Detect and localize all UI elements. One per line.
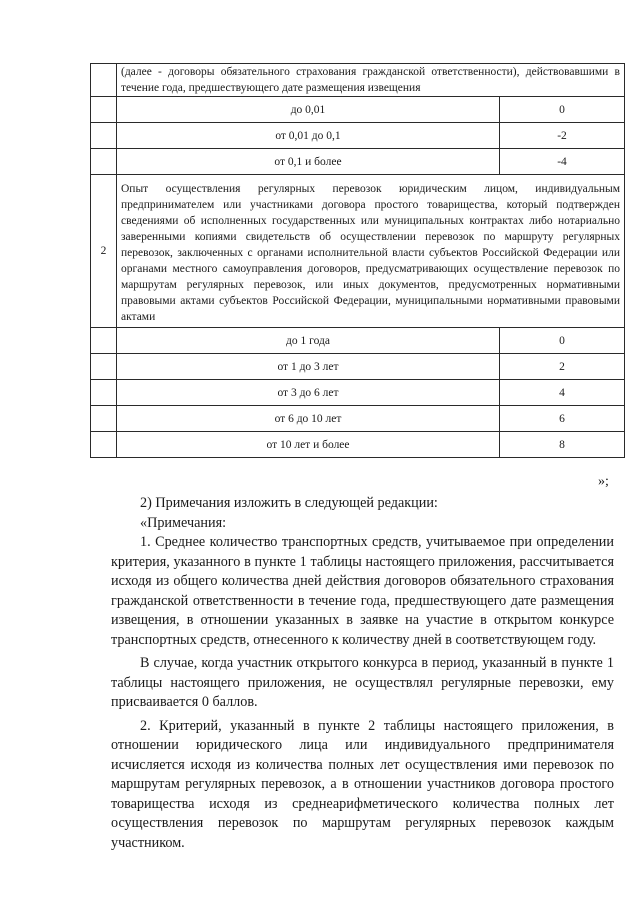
table-row — [91, 149, 625, 175]
score-cell: -2 — [500, 123, 625, 149]
criterion-description: (далее - договоры обязательного страхования гражданской ответственности), действовавшими в течение года, предшествующего дате размещения извещения — [117, 64, 625, 97]
score-cell: 4 — [500, 380, 625, 406]
note-paragraph-1: 1. Среднее количество транспортных средств, учитываемое при определении критерия, указанного в пункте 1 таблицы настоящего приложения, рассчитывается исходя из общего количества дней действия договоров обязательного страхования гражданской ответственности в течение года, предшествующего дате размещения извещения, в отношении указанных в заявке на участие в открытом конкурсе транспортных средств, отнесенного к количеству дней в соответствующем году. — [111, 534, 614, 648]
row-number-cell — [91, 354, 117, 380]
score-cell: -4 — [500, 149, 625, 175]
table-row — [91, 328, 625, 354]
score-cell: 8 — [500, 432, 625, 458]
row-number-cell — [91, 406, 117, 432]
row-number-cell: 2 — [91, 175, 117, 328]
row-number-cell — [91, 380, 117, 406]
range-cell: до 1 года — [117, 328, 500, 354]
table-row — [91, 64, 625, 97]
range-cell: от 6 до 10 лет — [117, 406, 500, 432]
notes-heading: «Примечания: — [140, 514, 227, 531]
score-cell: 0 — [500, 328, 625, 354]
row-number-cell — [91, 64, 117, 97]
row-number-cell — [91, 149, 117, 175]
table-row — [91, 97, 625, 123]
range-cell: от 0,1 и более — [117, 149, 500, 175]
notes-section — [111, 494, 614, 853]
note-paragraph-1b: В случае, когда участник открытого конкурса в период, указанный в пункте 1 таблицы настоящего приложения, не осуществлял регулярные перевозки, ему присваивается 0 баллов. — [111, 655, 614, 710]
row-number-cell — [91, 97, 117, 123]
table-row — [91, 354, 625, 380]
score-cell: 6 — [500, 406, 625, 432]
range-cell: от 10 лет и более — [117, 432, 500, 458]
score-cell: 2 — [500, 354, 625, 380]
range-cell: от 0,01 до 0,1 — [117, 123, 500, 149]
row-number-cell — [91, 328, 117, 354]
table-row — [91, 175, 625, 328]
note-paragraph-2: 2. Критерий, указанный в пункте 2 таблицы настоящего приложения, в отношении юридического лица или индивидуального предпринимателя исчисляется исходя из количества полных лет осуществления ими перевозок по маршрутам регулярных перевозок, а в отношении участников договора простого товарищества исходя из среднеарифметического количества полных лет осуществления перевозок по маршрутам регулярных перевозок каждым участником. — [111, 717, 614, 851]
score-cell: 0 — [500, 97, 625, 123]
table-row — [91, 123, 625, 149]
table-row — [91, 380, 625, 406]
row-number-cell — [91, 432, 117, 458]
range-cell: от 3 до 6 лет — [117, 380, 500, 406]
criteria-table — [90, 63, 625, 458]
criterion-description: Опыт осуществления регулярных перевозок юридическим лицом, индивидуальным предпринимателем или участниками договора простого товарищества, который подтвержден сведениями об исполненных государственных или муниципальных контрактах либо нотариально заверенными копиями свидетельств об осуществлении перевозок по маршруту регулярных перевозок, заключенных с органами исполнительной власти субъектов Российской Федерации или органами местного самоуправления договоров, предусматривающих осуществление перевозок по маршрутам регулярных перевозок, или иных документов, предусмотренных нормативными правовыми актами субъектов Российской Федерации, муниципальными нормативными правовыми актами — [117, 175, 625, 328]
row-number-cell — [91, 123, 117, 149]
amendment-paragraph: 2) Примечания изложить в следующей редакции: — [140, 495, 438, 511]
range-cell: до 0,01 — [117, 97, 500, 123]
table-row — [91, 432, 625, 458]
closing-quote-mark: »; — [598, 474, 609, 489]
range-cell: от 1 до 3 лет — [117, 354, 500, 380]
table-row — [91, 406, 625, 432]
